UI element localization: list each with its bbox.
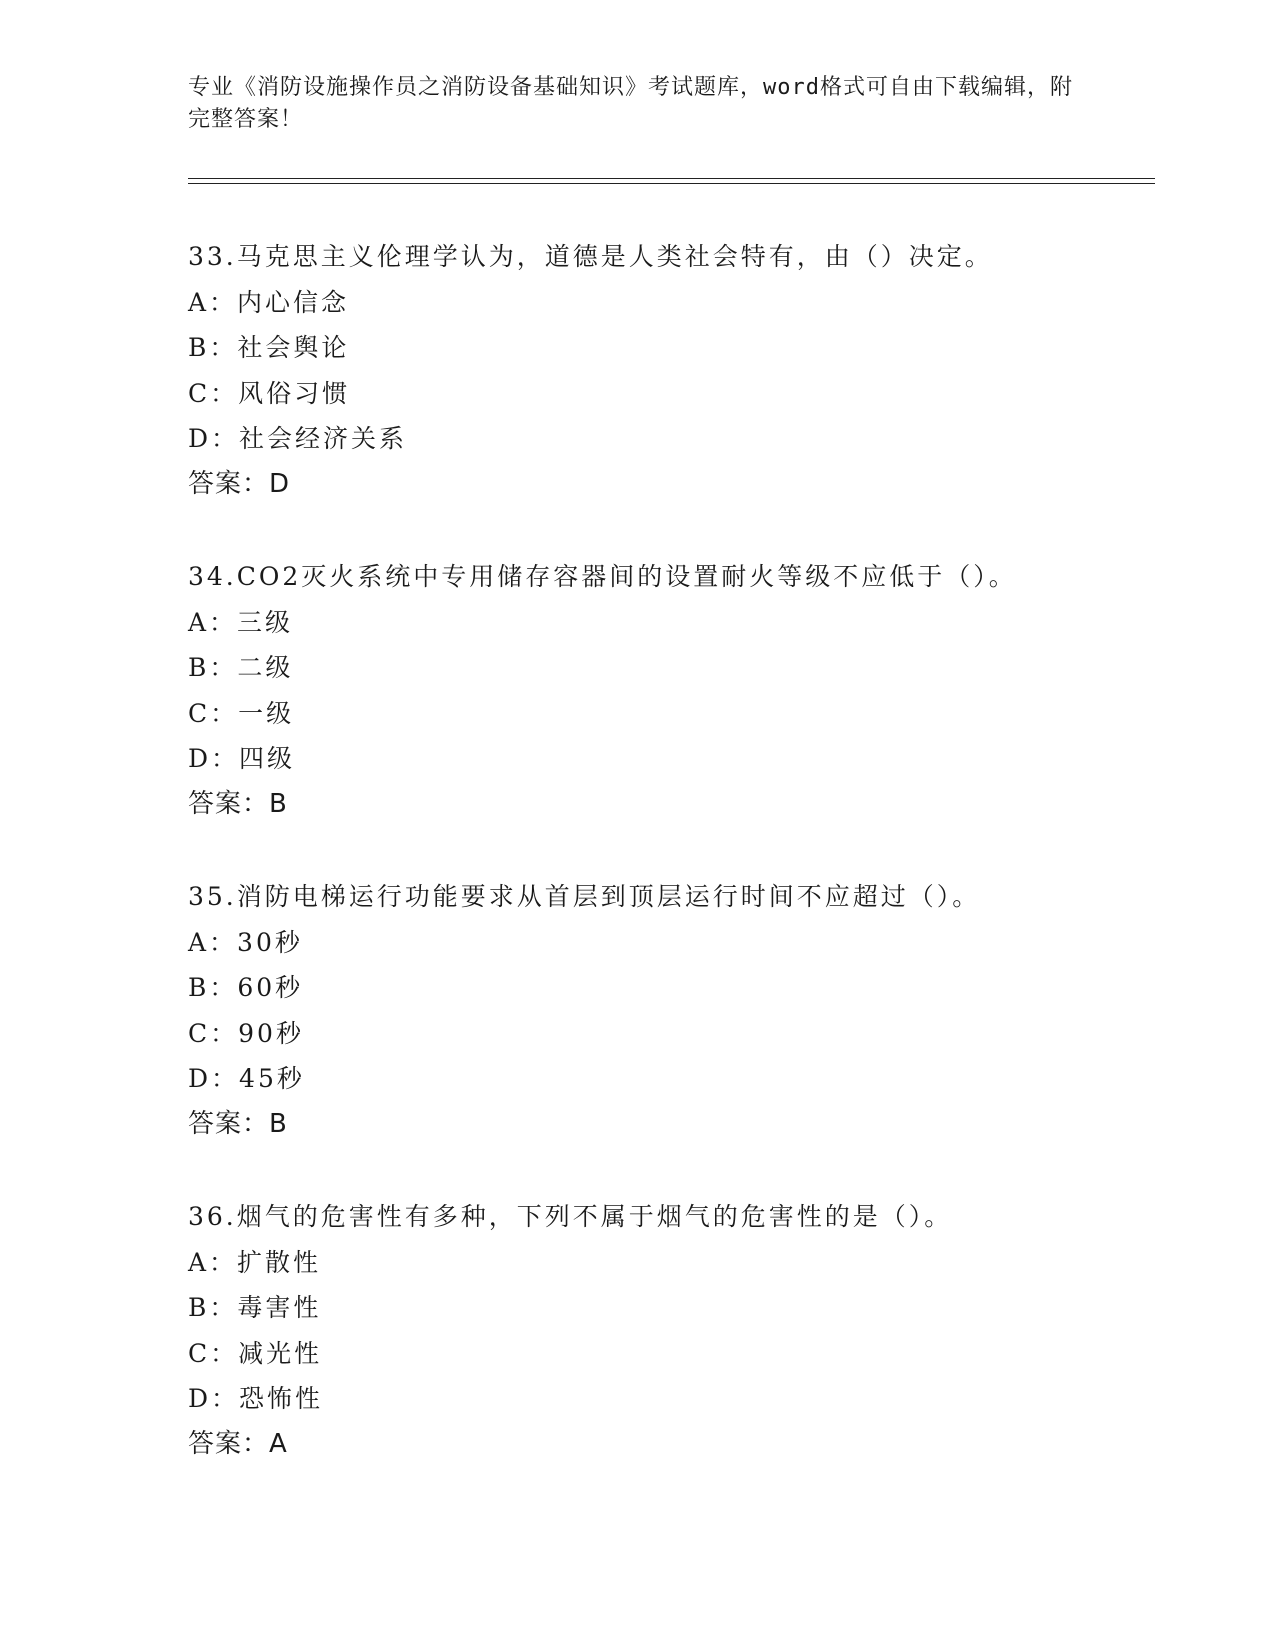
question-35 <box>188 874 1148 1147</box>
answer: 答案：D <box>188 468 291 499</box>
option-c: C：风俗习惯 <box>188 378 351 408</box>
header-divider-top <box>188 178 1155 179</box>
question-stem: 36.烟气的危害性有多种，下列不属于烟气的危害性的是（）。 <box>188 1202 953 1231</box>
option-c: C：一级 <box>188 698 295 728</box>
question-stem: 33.马克思主义伦理学认为，道德是人类社会特有，由（）决定。 <box>188 242 993 271</box>
option-a: A：三级 <box>188 607 294 637</box>
question-stem: 35.消防电梯运行功能要求从首层到顶层运行时间不应超过（）。 <box>188 882 981 911</box>
answer: 答案：A <box>188 1428 288 1459</box>
option-a: A：30秒 <box>188 927 303 957</box>
option-b: B：二级 <box>188 653 294 682</box>
option-d: D：四级 <box>188 744 296 773</box>
option-d: D：社会经济关系 <box>188 424 408 453</box>
option-d: D：恐怖性 <box>188 1384 324 1413</box>
option-c: C：减光性 <box>188 1338 323 1368</box>
option-a: A：内心信念 <box>188 287 350 317</box>
document-header: 专业《消防设施操作员之消防设备基础知识》考试题库，word格式可自由下载编辑，附完整答案！ <box>188 75 1073 132</box>
option-b: B：社会舆论 <box>188 333 350 362</box>
answer: 答案：B <box>188 1108 288 1139</box>
option-d: D：45秒 <box>188 1064 305 1093</box>
header-divider-bottom <box>188 183 1155 184</box>
option-c: C：90秒 <box>188 1018 304 1048</box>
option-b: B：毒害性 <box>188 1293 322 1322</box>
option-a: A：扩散性 <box>188 1247 322 1277</box>
question-stem: 34.CO2灭火系统中专用储存容器间的设置耐火等级不应低于（）。 <box>188 562 1017 591</box>
option-b: B：60秒 <box>188 973 304 1002</box>
question-34 <box>188 554 1148 827</box>
question-33 <box>188 234 1148 507</box>
answer: 答案：B <box>188 788 288 819</box>
question-36 <box>188 1194 1148 1467</box>
